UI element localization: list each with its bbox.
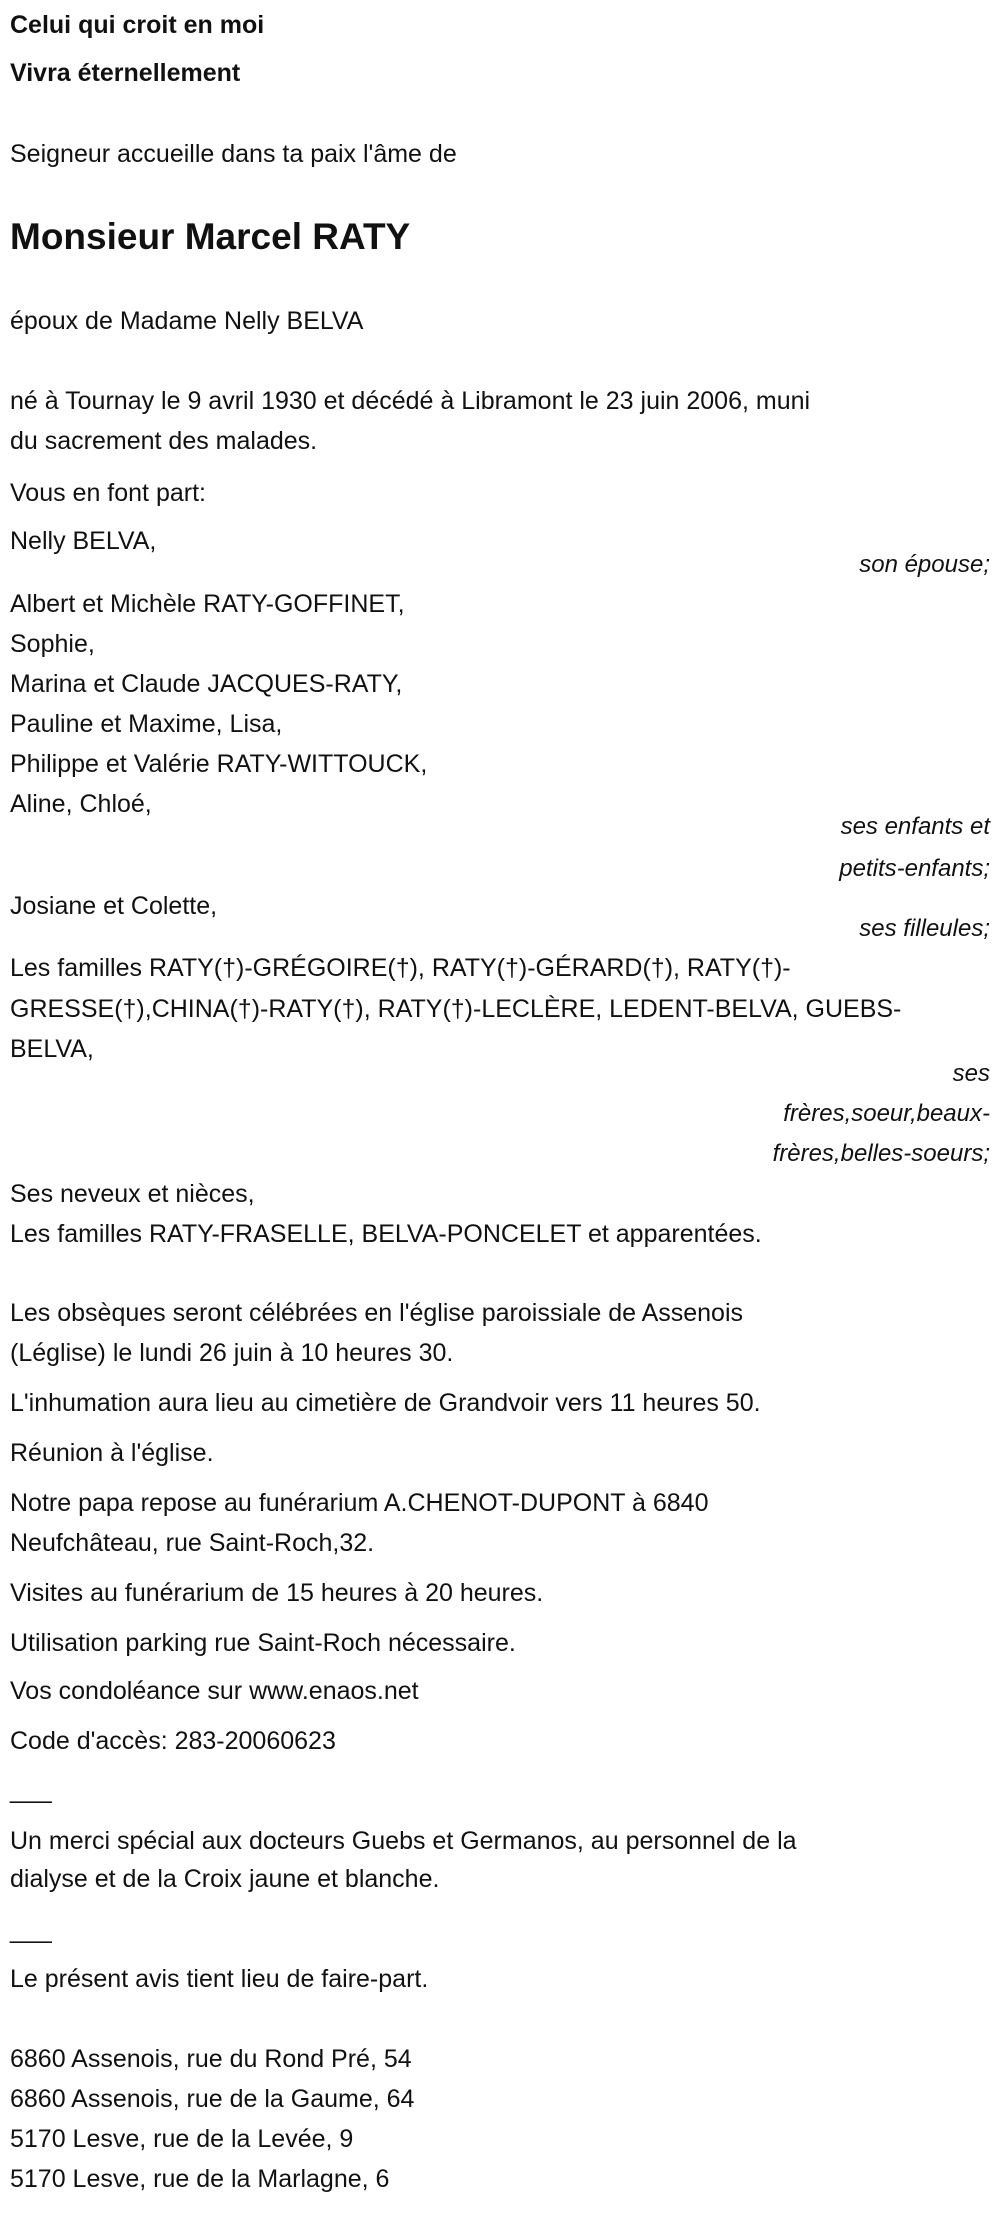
funeral-line-1: Les obsèques seront célébrées en l'église paroissiale de Assenois [10,1299,744,1327]
family-nephews: Ses neveux et nièces, [10,1180,255,1208]
address-line: 5170 Lesve, rue de la Marlagne, 6 [10,2165,390,2193]
family-children-line: Pauline et Maxime, Lisa, [10,710,283,738]
funeral-line-2: (Léglise) le lundi 26 juin à 10 heures 30. [10,1339,454,1367]
announce-label: Vous en font part: [10,479,206,507]
family-children-line: Albert et Michèle RATY-GOFFINET, [10,590,405,618]
thanks-line-1: Un merci spécial aux docteurs Guebs et Germanos, au personnel de la [10,1827,797,1855]
family-spouse-relation: son épouse; [859,551,990,578]
intro-text: Seigneur accueille dans ta paix l'âme de [10,140,457,168]
address-line: 5170 Lesve, rue de la Levée, 9 [10,2125,354,2153]
address-line: 6860 Assenois, rue du Rond Pré, 54 [10,2045,412,2073]
family-siblings-relation: frères,soeur,beaux- [783,1100,990,1127]
family-related: Les familles RATY-FRASELLE, BELVA-PONCELET et apparentées. [10,1220,762,1248]
family-children-line: Marina et Claude JACQUES-RATY, [10,670,403,698]
access-code: Code d'accès: 283-20060623 [10,1727,336,1755]
family-children-line: Philippe et Valérie RATY-WITTOUCK, [10,750,428,778]
family-siblings-line: Les familles RATY(†)-GRÉGOIRE(†), RATY(†)-GÉRARD(†), RATY(†)- [10,954,791,982]
separator-2: ___ [10,1916,52,1944]
family-siblings-line: BELVA, [10,1035,94,1063]
parking-info: Utilisation parking rue Saint-Roch nécessaire. [10,1629,516,1657]
condolences-line [10,1671,419,1711]
meeting-info: Réunion à l'église. [10,1439,214,1467]
family-siblings-line: GRESSE(†),CHINA(†)-RATY(†), RATY(†)-LECLÈRE, LEDENT-BELVA, GUEBS- [10,995,902,1023]
family-children-line: Sophie, [10,630,95,658]
condolences-text: Vos condoléance sur [10,1677,250,1705]
family-siblings-relation: ses [952,1060,990,1087]
condolences-link[interactable]: www.enaos.net [249,1677,419,1705]
birth-death-line-2: du sacrement des malades. [10,427,318,455]
family-children-relation: petits-enfants; [839,855,990,882]
visits-info: Visites au funérarium de 15 heures à 20 heures. [10,1579,544,1607]
family-spouse-name: Nelly BELVA, [10,527,157,555]
family-goddaughters-relation: ses filleules; [859,915,990,942]
family-siblings-relation: frères,belles-soeurs; [772,1140,990,1167]
family-goddaughters-name: Josiane et Colette, [10,892,218,920]
spouse-line: époux de Madame Nelly BELVA [10,307,364,335]
family-children-line: Aline, Chloé, [10,790,152,818]
rest-line-2: Neufchâteau, rue Saint-Roch,32. [10,1529,375,1557]
rest-line-1: Notre papa repose au funérarium A.CHENOT-DUPONT à 6840 [10,1489,709,1517]
verse-line-1: Celui qui croit en moi [10,11,265,39]
thanks-line-2: dialyse et de la Croix jaune et blanche. [10,1865,440,1893]
burial-info: L'inhumation aura lieu au cimetière de Grandvoir vers 11 heures 50. [10,1389,761,1417]
family-children-relation: ses enfants et [840,813,990,840]
notice-text: Le présent avis tient lieu de faire-part. [10,1965,429,1993]
deceased-name: Monsieur Marcel RATY [10,216,411,257]
birth-death-line-1: né à Tournay le 9 avril 1930 et décédé à Libramont le 23 juin 2006, muni [10,387,811,415]
separator-1: ___ [10,1776,52,1804]
address-line: 6860 Assenois, rue de la Gaume, 64 [10,2085,415,2113]
verse-line-2: Vivra éternellement [10,59,241,87]
